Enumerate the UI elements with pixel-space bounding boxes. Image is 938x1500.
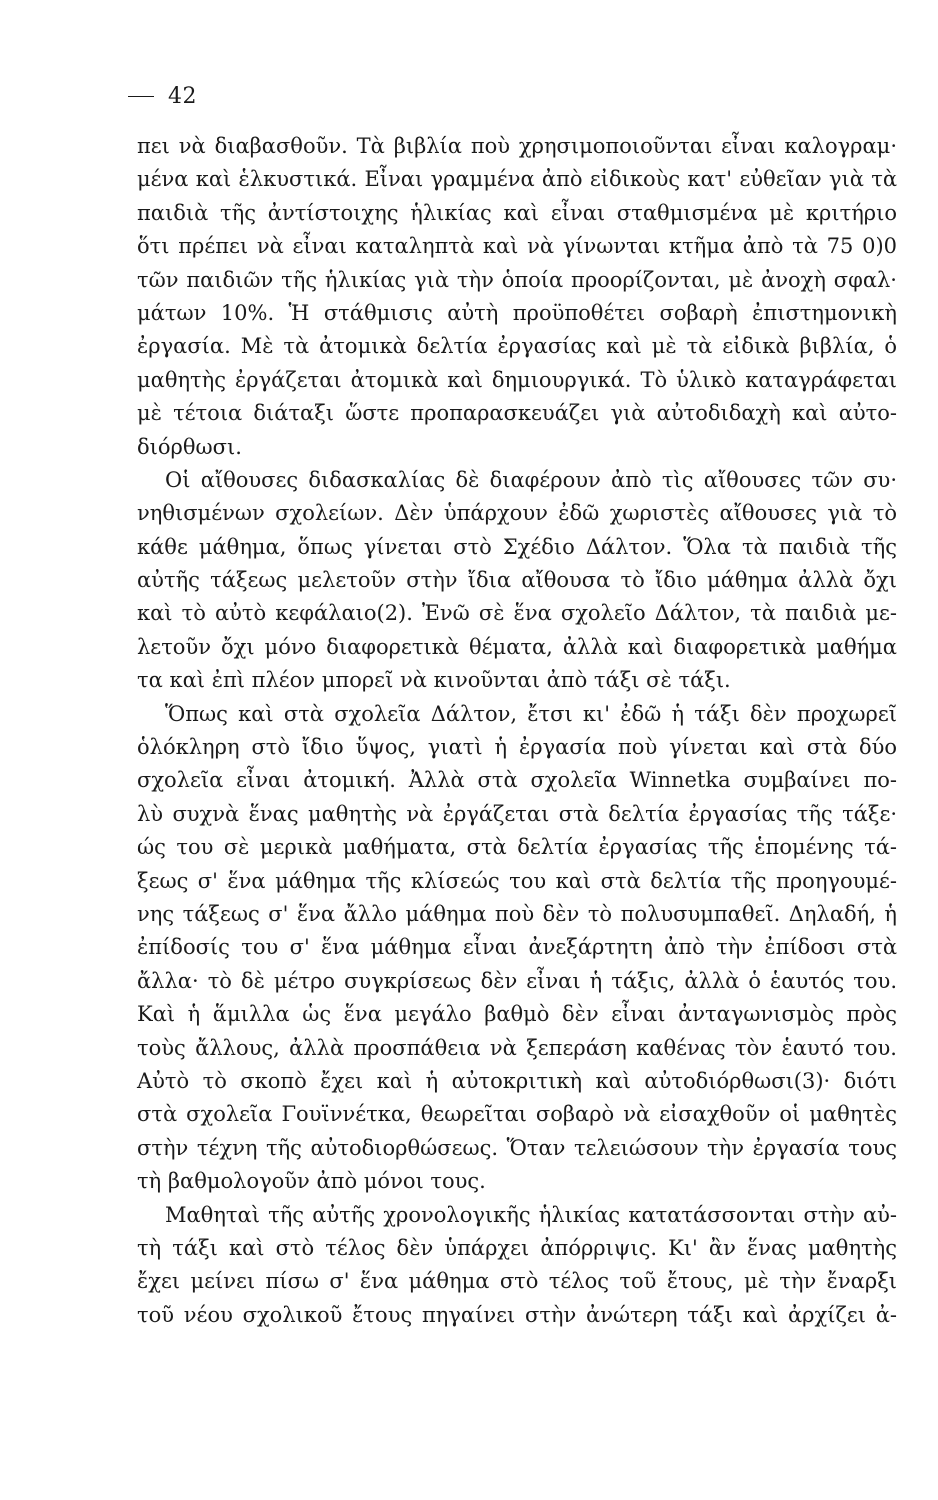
text-line: παιδιὰ τῆς ἀντίστοιχης ἡλικίας καὶ εἶναι σταθμισμένα μὲ κριτήριο (137, 200, 897, 225)
text-line: μὲ τέτοια διάταξι ὥστε προπαρασκευάζει γιὰ αὐτοδιδαχὴ καὶ αὐτο- (137, 401, 897, 426)
text-line: σχολεῖα εἶναι ἀτομική. Ἀλλὰ στὰ σχολεῖα Winnetka συμβαίνει πο- (137, 768, 897, 793)
text-line: μάτων 10%. Ἡ στάθμισις αὐτὴ προϋποθέτει σοβαρὴ ἐπιστημονικὴ (137, 300, 897, 325)
text-line: νης τάξεως σ' ἕνα ἄλλο μάθημα ποὺ δὲν τὸ πολυσυμπαθεῖ. Δηλαδή, ἡ (137, 901, 897, 926)
text-line: διόρθωσι. (137, 434, 242, 459)
text-line: καὶ τὸ αὐτὸ κεφάλαιο(2). Ἐνῶ σὲ ἕνα σχολεῖο Δάλτον, τὰ παιδιὰ με- (137, 601, 897, 626)
text-line: ἐργασία. Μὲ τὰ ἀτομικὰ δελτία ἐργασίας καὶ μὲ τὰ εἰδικὰ βιβλία, ὁ (137, 334, 897, 359)
page-number: 42 (168, 84, 197, 109)
text-line: λὺ συχνὰ ἕνας μαθητὴς νὰ ἐργάζεται στὰ δελτία ἐργασίας τῆς τάξε· (137, 801, 897, 826)
text-line: τοῦ νέου σχολικοῦ ἔτους πηγαίνει στὴν ἀνώτερη τάξι καὶ ἀρχίζει ἀ- (137, 1302, 897, 1327)
text-line: ὅτι πρέπει νὰ εἶναι καταληπτὰ καὶ νὰ γίνωνται κτῆμα ἀπὸ τὰ 75 0)0 (137, 234, 897, 259)
page-header (128, 84, 197, 109)
text-line: Οἱ αἴθουσες διδασκαλίας δὲ διαφέρουν ἀπὸ τὶς αἴθουσες τῶν συ· (165, 467, 897, 492)
text-line: Καὶ ἡ ἅμιλλα ὡς ἕνα μεγάλο βαθμὸ δὲν εἶναι ἀνταγωνισμὸς πρὸς (137, 1002, 897, 1027)
text-line: στὰ σχολεῖα Γουϊννέτκα, θεωρεῖται σοβαρὸ νὰ εἰσαχθοῦν οἱ μαθητὲς (137, 1102, 897, 1127)
text-line: μαθητὴς ἐργάζεται ἀτομικὰ καὶ δημιουργικά. Τὸ ὑλικὸ καταγράφεται (137, 367, 897, 392)
text-line: ὁλόκληρη στὸ ἴδιο ὕψος, γιατὶ ἡ ἐργασία ποὺ γίνεται καὶ στὰ δύο (137, 735, 897, 760)
text-line: Αὐτὸ τὸ σκοπὸ ἔχει καὶ ἡ αὐτοκριτικὴ καὶ αὐτοδιόρθωσι(3)· διότι (137, 1068, 897, 1093)
body-text (137, 130, 897, 1332)
text-line: αὐτῆς τάξεως μελετοῦν στὴν ἴδια αἴθουσα τὸ ἴδιο μάθημα ἀλλὰ ὄχι (137, 568, 897, 593)
text-line: στὴν τέχνη τῆς αὐτοδιορθώσεως. Ὅταν τελειώσουν τὴν ἐργασία τους (137, 1135, 897, 1160)
text-line: ἔχει μείνει πίσω σ' ἕνα μάθημα στὸ τέλος τοῦ ἔτους, μὲ τὴν ἔναρξι (137, 1269, 897, 1294)
text-line: ξεως σ' ἕνα μάθημα τῆς κλίσεώς του καὶ στὰ δελτία τῆς προηγουμέ- (137, 868, 897, 893)
text-line: ἄλλα· τὸ δὲ μέτρο συγκρίσεως δὲν εἶναι ἡ τάξις, ἀλλὰ ὁ ἑαυτός του. (137, 968, 897, 993)
text-line: Μαθηταὶ τῆς αὐτῆς χρονολογικῆς ἡλικίας κατατάσσονται στὴν αὐ- (165, 1202, 897, 1227)
text-line: τοὺς ἄλλους, ἀλλὰ προσπάθεια νὰ ξεπεράση καθένας τὸν ἑαυτό του. (137, 1035, 897, 1060)
text-line: τα καὶ ἐπὶ πλέον μπορεῖ νὰ κινοῦνται ἀπὸ τάξι σὲ τάξι. (137, 668, 731, 693)
text-line: ώς του σὲ μερικὰ μαθήματα, στὰ δελτία ἐργασίας τῆς ἑπομένης τά- (137, 835, 897, 860)
text-line: νηθισμένων σχολείων. Δὲν ὑπάρχουν ἐδῶ χωριστὲς αἴθουσες γιὰ τὸ (137, 501, 897, 526)
text-line: ἐπίδοσίς του σ' ἕνα μάθημα εἶναι ἀνεξάρτητη ἀπὸ τὴν ἐπίδοσι στὰ (137, 935, 897, 960)
text-line: μένα καὶ ἑλκυστικά. Εἶναι γραμμένα ἀπὸ εἰδικοὺς κατ' εὐθεῖαν γιὰ τὰ (137, 167, 897, 192)
text-line: τῶν παιδιῶν τῆς ἡλικίας γιὰ τὴν ὁποία προορίζονται, μὲ ἀνοχὴ σφαλ· (137, 267, 897, 292)
header-dash (128, 96, 154, 97)
text-line: κάθε μάθημα, ὅπως γίνεται στὸ Σχέδιο Δάλτον. Ὅλα τὰ παιδιὰ τῆς (137, 534, 897, 559)
text-line: τὴ τάξι καὶ στὸ τέλος δὲν ὑπάρχει ἀπόρριψις. Κι' ἂν ἕνας μαθητὴς (137, 1235, 897, 1260)
text-line: πει νὰ διαβασθοῦν. Τὰ βιβλία ποὺ χρησιμοποιοῦνται εἶναι καλογραμ· (137, 134, 897, 158)
text-line: λετοῦν ὄχι μόνο διαφορετικὰ θέματα, ἀλλὰ καὶ διαφορετικὰ μαθήμα (137, 634, 897, 659)
text-line: Ὅπως καὶ στὰ σχολεῖα Δάλτον, ἔτσι κι' ἐδῶ ἡ τάξι δὲν προχωρεῖ (165, 701, 897, 726)
text-line: τὴ βαθμολογοῦν ἀπὸ μόνοι τους. (137, 1169, 486, 1194)
